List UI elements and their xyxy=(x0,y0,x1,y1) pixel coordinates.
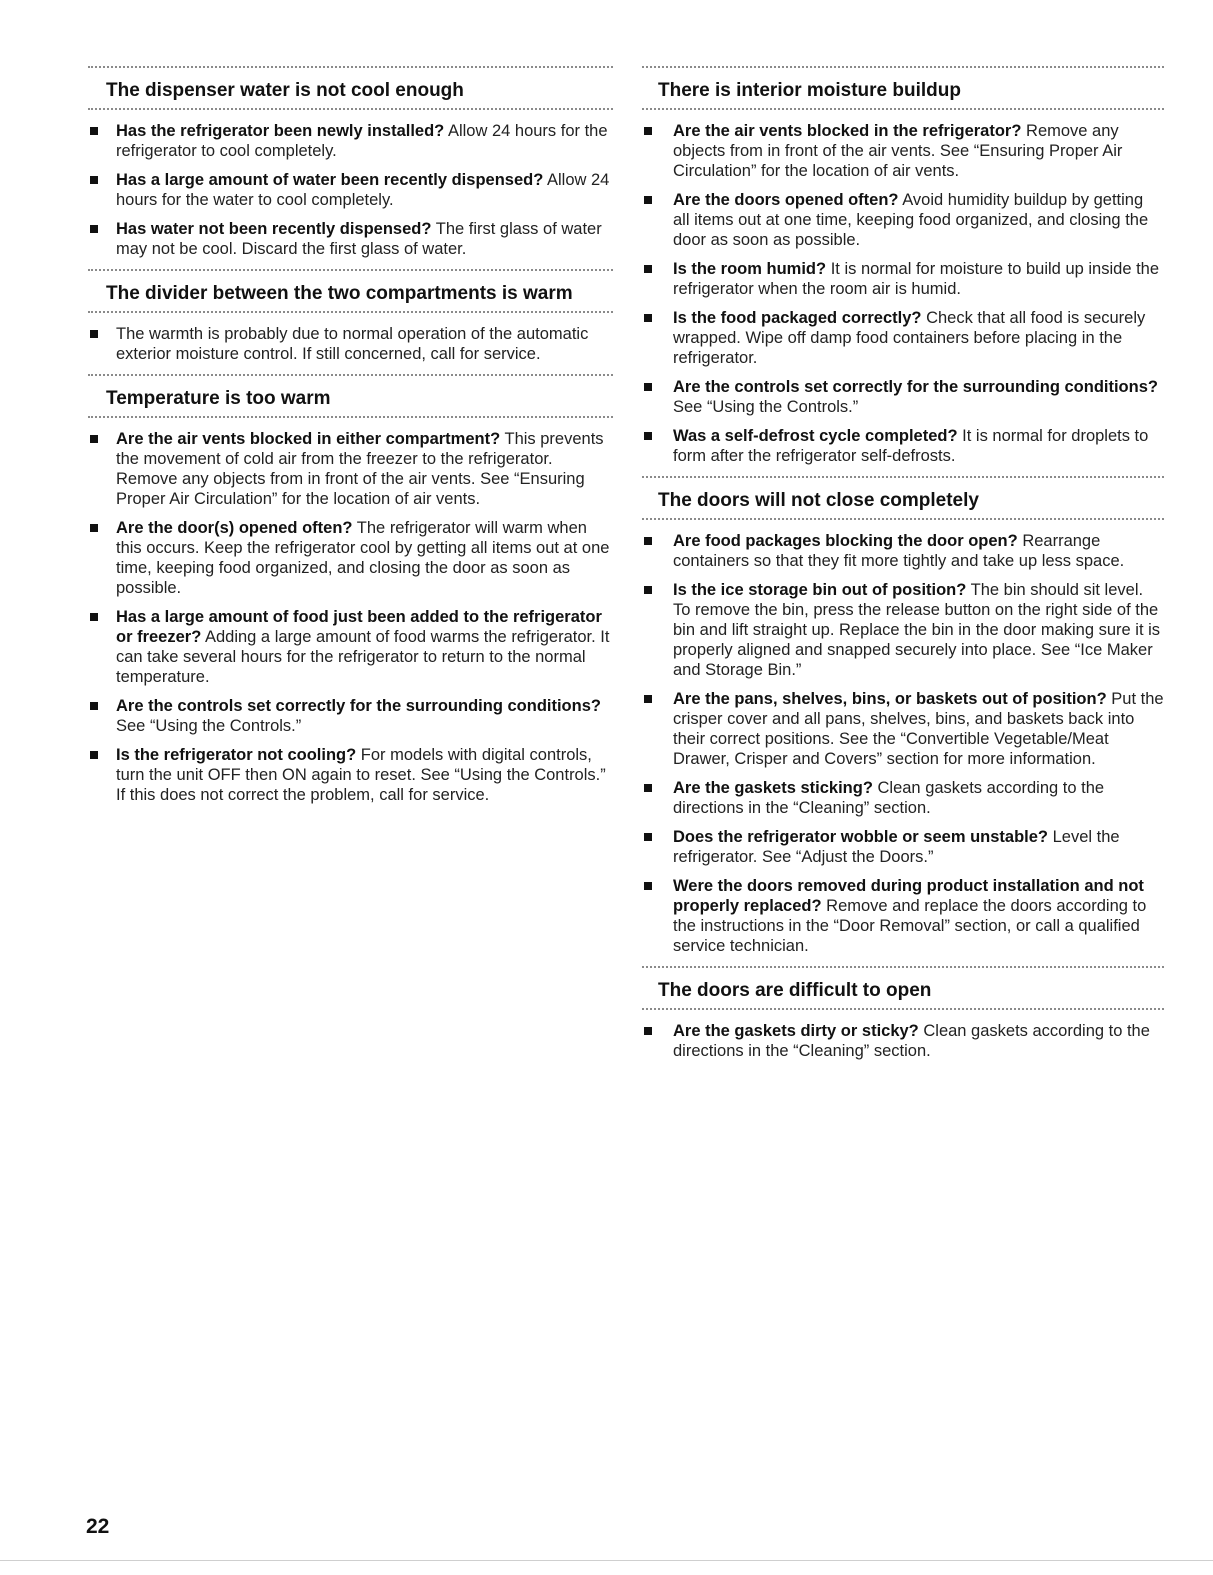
list-item xyxy=(88,607,613,687)
square-bullet-icon xyxy=(90,127,98,135)
list-item xyxy=(642,778,1164,818)
question-text: Are the controls set correctly for the surrounding conditions? xyxy=(116,697,601,715)
section-title: Temperature is too warm xyxy=(106,388,331,409)
square-bullet-icon xyxy=(644,695,652,703)
square-bullet-icon xyxy=(90,702,98,710)
square-bullet-icon xyxy=(644,196,652,204)
list-item xyxy=(88,429,613,509)
question-text: Are the door(s) opened often? xyxy=(116,519,353,537)
answer-text: Put the crisper cover and all pans, shelves, bins, and baskets back into their correct positions. See the “Convertible Vegetable/Meat Drawer, Crisper and Covers” section for more information. xyxy=(673,690,1164,768)
answer-text: For models with digital controls, turn the unit OFF then ON again to reset. See “Using the Controls.” If this does not correct the problem, call for service. xyxy=(116,746,606,804)
answer-text: Rearrange containers so that they fit more tightly and take up less space. xyxy=(673,532,1125,570)
answer-text: It is normal for droplets to form after the refrigerator self-defrosts. xyxy=(673,427,1149,465)
item-list xyxy=(642,1021,1164,1061)
square-bullet-icon xyxy=(90,435,98,443)
question-text: Has a large amount of water been recently dispensed? xyxy=(116,171,544,189)
list-item xyxy=(88,170,613,210)
section-title: There is interior moisture buildup xyxy=(658,80,961,101)
list-item xyxy=(88,324,613,364)
question-text: Is the refrigerator not cooling? xyxy=(116,746,357,764)
item-list xyxy=(642,531,1164,956)
item-list xyxy=(88,429,613,805)
question-text: Does the refrigerator wobble or seem unstable? xyxy=(673,828,1049,846)
troubleshooting-section xyxy=(88,269,613,364)
square-bullet-icon xyxy=(90,330,98,338)
question-text: Are the air vents blocked in the refrigerator? xyxy=(673,122,1022,140)
list-item xyxy=(642,827,1164,867)
question-text: Are the air vents blocked in either compartment? xyxy=(116,430,501,448)
list-item xyxy=(642,689,1164,769)
answer-text: This prevents the movement of cold air from the freezer to the refrigerator. Remove any objects from in front of the air vents. See “Ensuring Proper Air Circulation” for the location of air vents. xyxy=(116,430,604,508)
question-text: Are the controls set correctly for the surrounding conditions? xyxy=(673,378,1158,396)
list-item xyxy=(88,696,613,736)
right-column xyxy=(642,66,1164,1071)
troubleshooting-section xyxy=(642,66,1164,466)
square-bullet-icon xyxy=(644,586,652,594)
section-title: The doors will not close completely xyxy=(658,490,979,511)
list-item xyxy=(88,121,613,161)
section-rule-bottom xyxy=(88,108,613,110)
square-bullet-icon xyxy=(90,751,98,759)
troubleshooting-section xyxy=(88,374,613,805)
question-text: Are the gaskets dirty or sticky? xyxy=(673,1022,919,1040)
answer-text: Clean gaskets according to the directions in the “Cleaning” section. xyxy=(673,779,1105,817)
square-bullet-icon xyxy=(644,432,652,440)
square-bullet-icon xyxy=(644,127,652,135)
square-bullet-icon xyxy=(644,882,652,890)
list-item xyxy=(642,531,1164,571)
section-title: The dispenser water is not cool enough xyxy=(106,80,464,101)
question-text: Are the doors opened often? xyxy=(673,191,899,209)
square-bullet-icon xyxy=(644,784,652,792)
answer-text: Allow 24 hours for the refrigerator to cool completely. xyxy=(116,122,608,160)
section-rule-bottom xyxy=(642,108,1164,110)
list-item xyxy=(642,580,1164,680)
list-item xyxy=(642,190,1164,250)
list-item xyxy=(642,426,1164,466)
bottom-rule xyxy=(0,1560,1213,1561)
list-item xyxy=(88,518,613,598)
list-item xyxy=(642,308,1164,368)
square-bullet-icon xyxy=(644,314,652,322)
question-text: Is the room humid? xyxy=(673,260,827,278)
section-title: The doors are difficult to open xyxy=(658,980,932,1001)
question-text: Are the pans, shelves, bins, or baskets out of position? xyxy=(673,690,1107,708)
section-rule-bottom xyxy=(642,1008,1164,1010)
section-rule-bottom xyxy=(642,518,1164,520)
answer-text: See “Using the Controls.” xyxy=(116,717,302,735)
square-bullet-icon xyxy=(644,1027,652,1035)
question-text: Was a self-defrost cycle completed? xyxy=(673,427,958,445)
answer-text: The first glass of water may not be cool. Discard the first glass of water. xyxy=(116,220,602,258)
answer-text: The warmth is probably due to normal operation of the automatic exterior moisture control. If still concerned, call for service. xyxy=(116,325,589,363)
question-text: Has water not been recently dispensed? xyxy=(116,220,432,238)
answer-text: Clean gaskets according to the directions in the “Cleaning” section. xyxy=(673,1022,1150,1060)
question-text: Is the food packaged correctly? xyxy=(673,309,922,327)
troubleshooting-section xyxy=(88,66,613,259)
list-item xyxy=(642,121,1164,181)
page-number: 22 xyxy=(86,1515,110,1538)
section-rule-bottom xyxy=(88,311,613,313)
answer-text: Remove any objects from in front of the air vents. See “Ensuring Proper Air Circulation” for the location of air vents. xyxy=(673,122,1123,180)
square-bullet-icon xyxy=(644,265,652,273)
question-text: Were the doors removed during product installation and not properly replaced? xyxy=(673,877,1144,915)
question-text: Are food packages blocking the door open? xyxy=(673,532,1018,550)
item-list xyxy=(642,121,1164,466)
square-bullet-icon xyxy=(90,613,98,621)
question-text: Are the gaskets sticking? xyxy=(673,779,873,797)
answer-text: The bin should sit level. To remove the bin, press the release button on the right side of the bin and lift straight up. Replace the bin in the door making sure it is properly aligned and snapped securely into place. See “Ice Maker and Storage Bin.” xyxy=(673,581,1161,679)
answer-text: Allow 24 hours for the water to cool completely. xyxy=(116,171,610,209)
section-rule-bottom xyxy=(88,416,613,418)
square-bullet-icon xyxy=(90,225,98,233)
answer-text: Level the refrigerator. See “Adjust the Doors.” xyxy=(673,828,1120,866)
troubleshooting-section xyxy=(642,966,1164,1061)
list-item xyxy=(642,876,1164,956)
question-text: Has a large amount of food just been added to the refrigerator or freezer? xyxy=(116,608,602,646)
square-bullet-icon xyxy=(644,537,652,545)
list-item xyxy=(88,219,613,259)
square-bullet-icon xyxy=(90,176,98,184)
question-text: Has the refrigerator been newly installed? xyxy=(116,122,445,140)
item-list xyxy=(88,121,613,259)
left-column xyxy=(88,66,613,815)
question-text: Is the ice storage bin out of position? xyxy=(673,581,967,599)
answer-text: The refrigerator will warm when this occurs. Keep the refrigerator cool by getting all items out at one time, keeping food organized, and closing the door as soon as possible. xyxy=(116,519,610,597)
answer-text: See “Using the Controls.” xyxy=(673,398,859,416)
item-list xyxy=(88,324,613,364)
list-item xyxy=(88,745,613,805)
list-item xyxy=(642,259,1164,299)
answer-text: Check that all food is securely wrapped. Wipe off damp food containers before placing in the refrigerator. xyxy=(673,309,1146,367)
list-item xyxy=(642,377,1164,417)
square-bullet-icon xyxy=(90,524,98,532)
square-bullet-icon xyxy=(644,833,652,841)
answer-text: Adding a large amount of food warms the refrigerator. It can take several hours for the refrigerator to return to the normal temperature. xyxy=(116,628,610,686)
troubleshooting-section xyxy=(642,476,1164,956)
answer-text: It is normal for moisture to build up inside the refrigerator when the room air is humid. xyxy=(673,260,1160,298)
square-bullet-icon xyxy=(644,383,652,391)
answer-text: Avoid humidity buildup by getting all items out at one time, keeping food organized, and closing the door as soon as possible. xyxy=(673,191,1149,249)
list-item xyxy=(642,1021,1164,1061)
answer-text: Remove and replace the doors according to the instructions in the “Door Removal” section, or call a qualified service technician. xyxy=(673,897,1147,955)
section-title: The divider between the two compartments is warm xyxy=(106,283,573,304)
